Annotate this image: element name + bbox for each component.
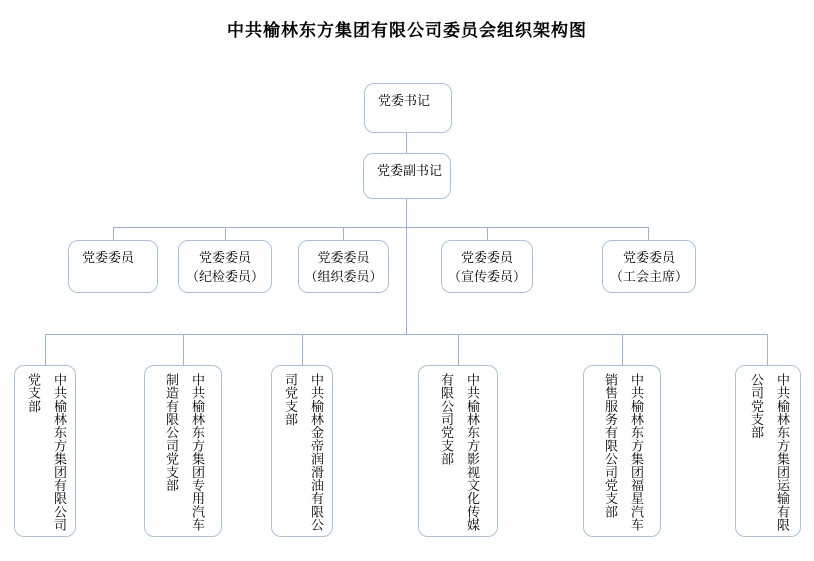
connector-drop-branch-6 [767,334,768,365]
connector-committee-rail [113,227,649,228]
connector-drop-committee-1 [113,227,114,240]
connector-drop-committee-2 [225,227,226,240]
node-party-branch-6-label: 中共榆林东方集团运输有限公司党支部 [748,373,789,532]
node-committee-member-5 [602,240,696,293]
node-deputy-secretary-label: 党委副书记 [377,164,443,179]
node-committee-member-1 [68,240,158,293]
connector-drop-branch-1 [45,334,46,365]
node-committee-member-4-sublabel: （宣传委员） [447,270,526,285]
connector-drop-committee-3 [343,227,344,240]
connector-drop-committee-5 [648,227,649,240]
node-party-secretary-label: 党委书记 [378,94,431,109]
node-committee-member-3-label: 党委委员 [317,251,370,266]
connector-drop-branch-4 [458,334,459,365]
connector-secretary-to-deputy [406,131,407,153]
connector-drop-branch-2 [183,334,184,365]
connector-drop-branch-3 [302,334,303,365]
node-deputy-secretary [363,153,451,199]
node-committee-member-3 [298,240,389,293]
connector-trunk [406,199,407,334]
node-committee-member-5-label: 党委委员 [622,251,675,266]
node-party-branch-2 [144,365,222,537]
chart-title: 中共榆林东方集团有限公司委员会组织架构图 [227,21,587,41]
connector-drop-branch-5 [622,334,623,365]
node-committee-member-5-sublabel: （工会主席） [609,270,688,285]
node-party-branch-5-label: 中共榆林东方集团福星汽车销售服务有限公司党支部 [602,373,643,532]
node-party-branch-1 [14,365,76,537]
node-committee-member-2-label: 党委委员 [198,251,251,266]
node-committee-member-4-label: 党委委员 [460,251,513,266]
connector-branch-rail [45,334,768,335]
node-party-branch-1-label: 中共榆林东方集团有限公司党支部 [25,373,66,532]
node-party-branch-3 [271,365,333,537]
node-party-branch-4-label: 中共榆林东方影视文化传媒有限公司党支部 [438,373,479,532]
node-party-branch-4 [418,365,498,537]
node-party-branch-3-label: 中共榆林金帝润滑油有限公司党支部 [282,373,323,532]
node-party-branch-2-label: 中共榆林东方集团专用汽车制造有限公司党支部 [163,373,204,532]
node-party-branch-5 [583,365,661,537]
node-committee-member-1-label: 党委委员 [82,251,135,266]
connector-drop-committee-4 [487,227,488,240]
node-committee-member-2-sublabel: （纪检委员） [185,270,264,285]
node-party-branch-6 [735,365,801,537]
node-party-secretary [364,83,452,133]
node-committee-member-2 [178,240,272,293]
node-committee-member-3-sublabel: （组织委员） [304,270,383,285]
node-committee-member-4 [441,240,533,293]
